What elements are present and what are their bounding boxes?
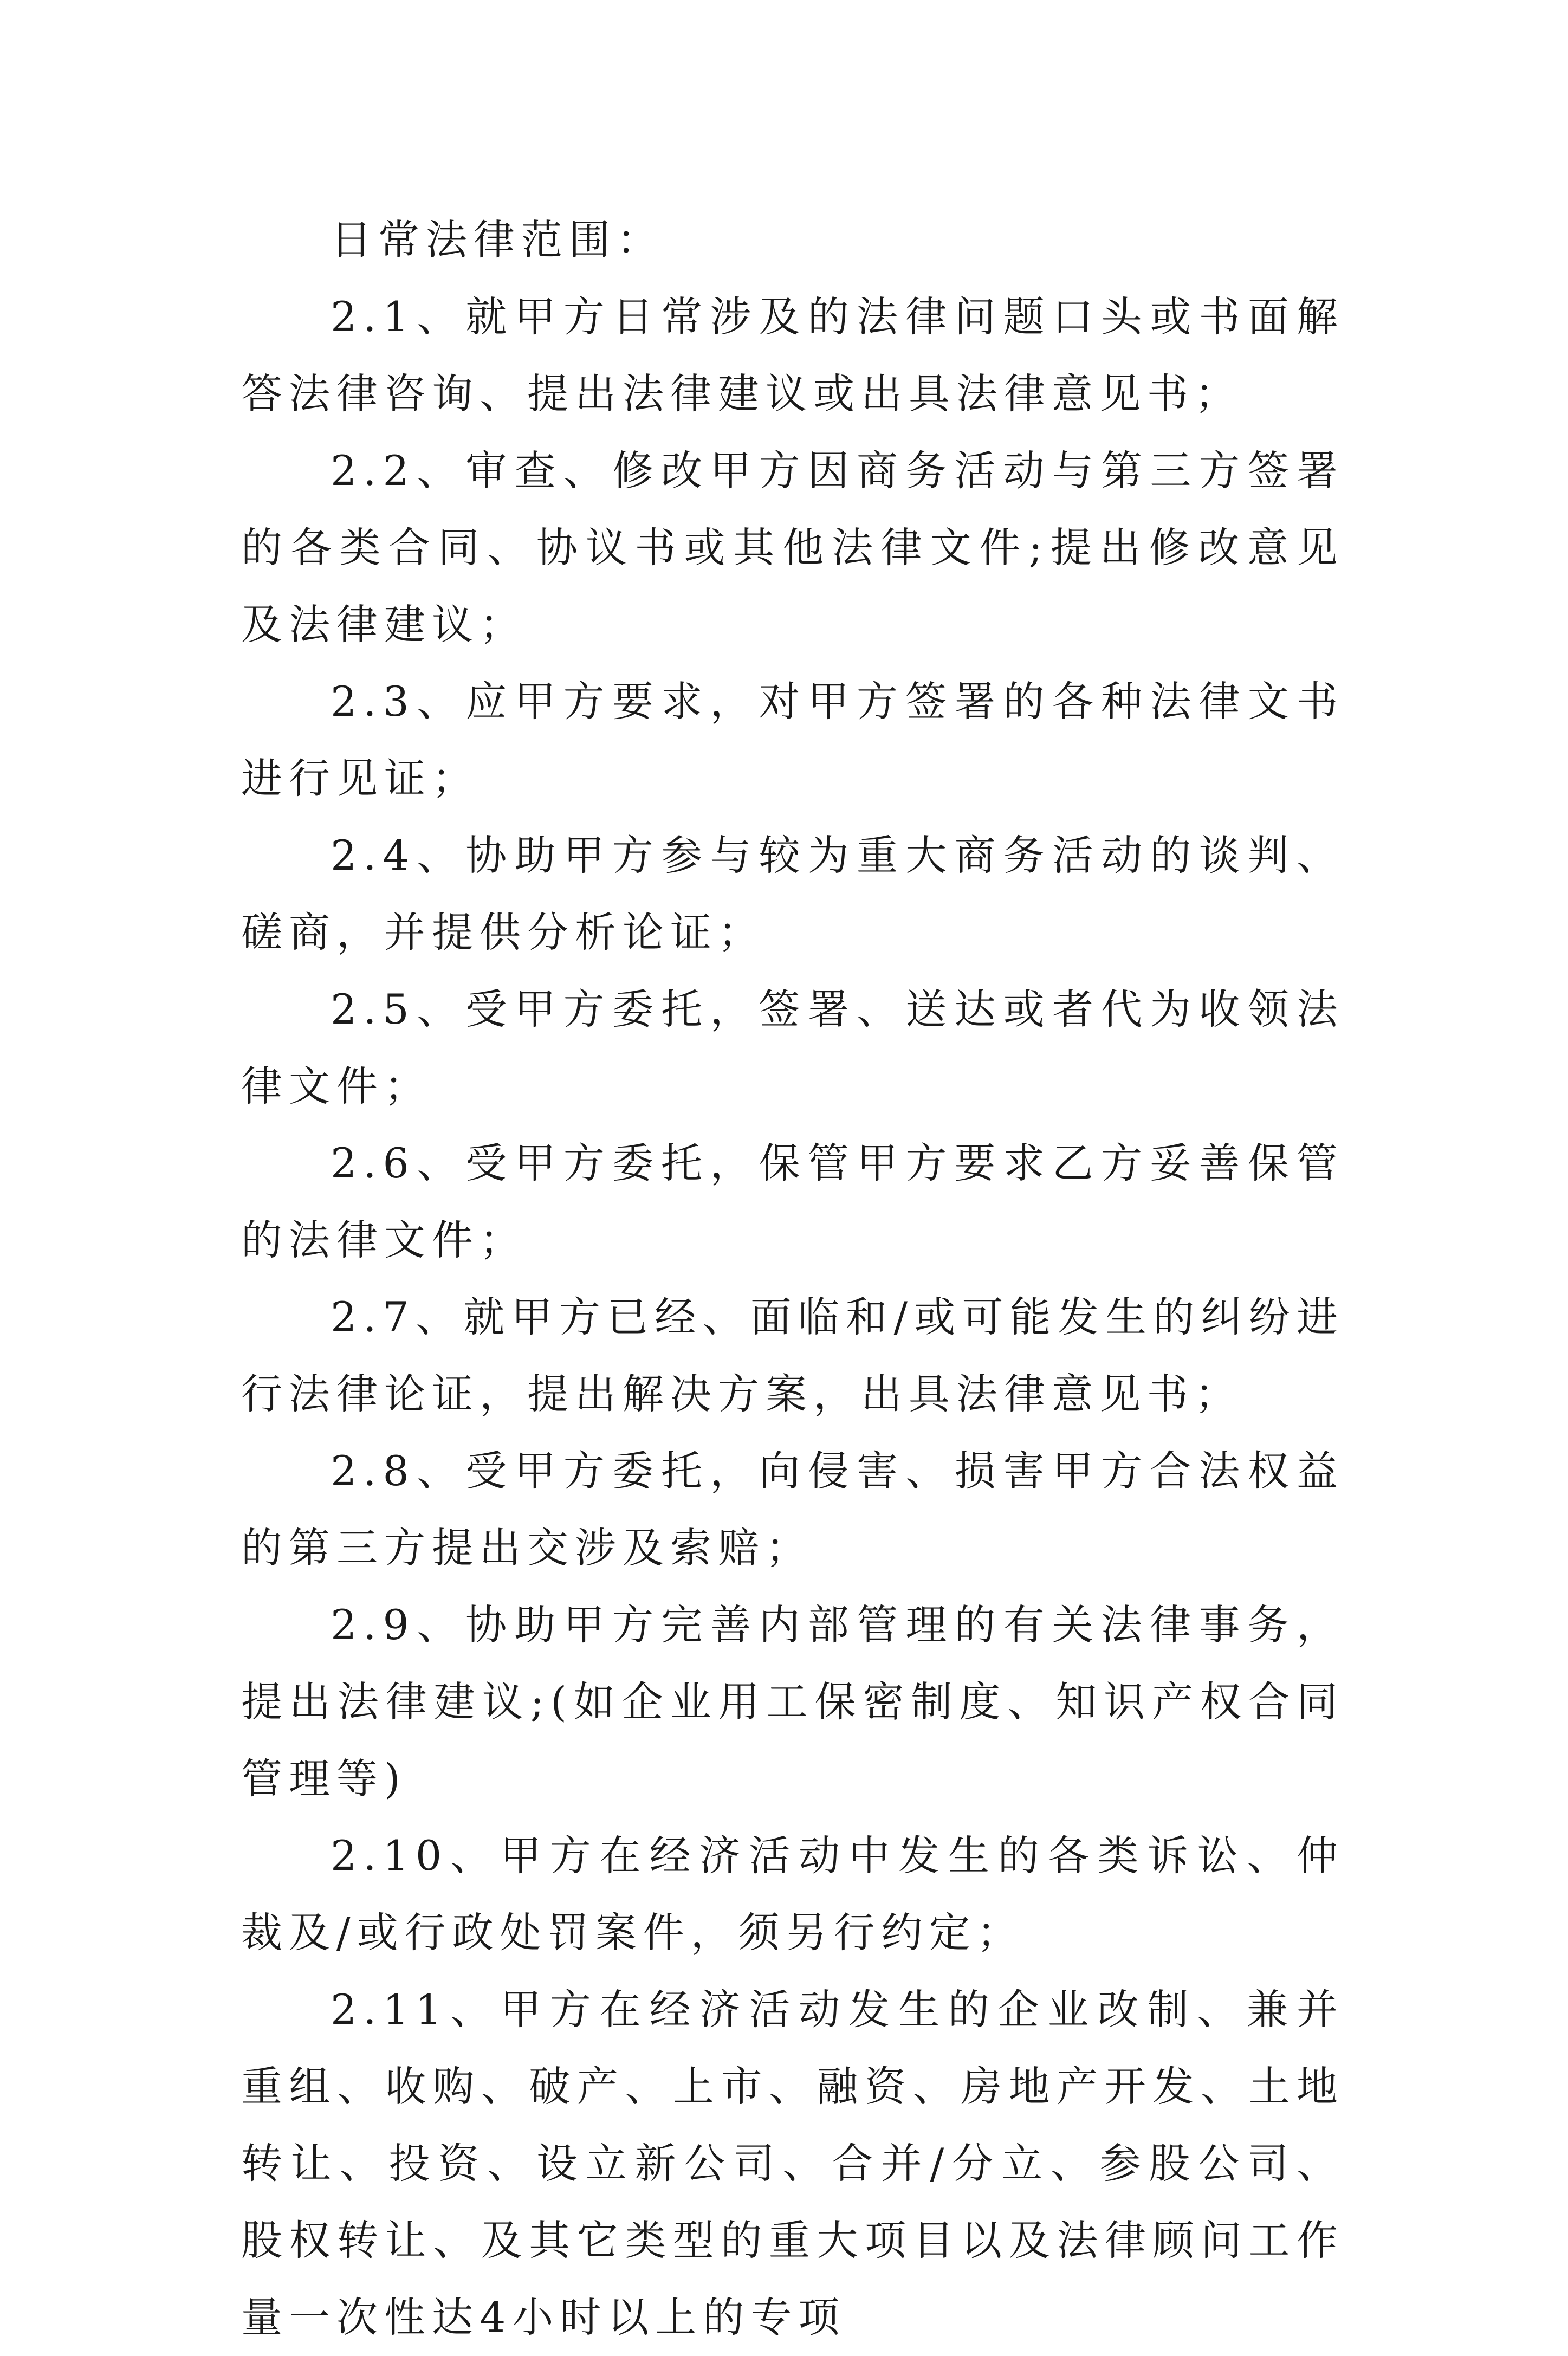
paragraph-2-4: 2.4、协助甲方参与较为重大商务活动的谈判、磋商，并提供分析论证； [241,831,1344,956]
paragraph-2-2: 2.2、审查、修改甲方因商务活动与第三方签署的各类合同、协议书或其他法律文件;提出修改意见及法律建议； [241,446,1344,649]
paragraph-heading: 日常法律范围： [331,216,664,264]
paragraph-2-10: 2.10、甲方在经济活动中发生的各类诉讼、仲裁及/或行政处罚案件，须另行约定； [241,1831,1344,1957]
paragraph-2-5: 2.5、受甲方委托，签署、送达或者代为收领法律文件； [241,985,1344,1110]
paragraph-2-6: 2.6、受甲方委托，保管甲方要求乙方妥善保管的法律文件； [241,1139,1344,1264]
paragraph-2-7: 2.7、就甲方已经、面临和/或可能发生的纠纷进行法律论证，提出解决方案，出具法律意见书； [241,1293,1344,1418]
paragraph-2-8: 2.8、受甲方委托，向侵害、损害甲方合法权益的第三方提出交涉及索赔； [241,1447,1344,1572]
paragraph-2-3: 2.3、应甲方要求，对甲方签署的各种法律文书进行见证； [241,677,1344,802]
paragraph-2-11: 2.11、甲方在经济活动发生的企业改制、兼并重组、收购、破产、上市、融资、房地产开发、土地转让、投资、设立新公司、合并/分立、参股公司、股权转让、及其它类型的重大项目以及法律顾问工作量一次性达4小时以上的专项 [241,1985,1344,2341]
paragraph-2-9: 2.9、协助甲方完善内部管理的有关法律事务，提出法律建议;(如企业用工保密制度、知识产权合同管理等) [241,1601,1344,1803]
paragraph-2-1: 2.1、就甲方日常涉及的法律问题口头或书面解答法律咨询、提出法律建议或出具法律意见书； [241,293,1344,418]
document-body [241,202,1344,2356]
